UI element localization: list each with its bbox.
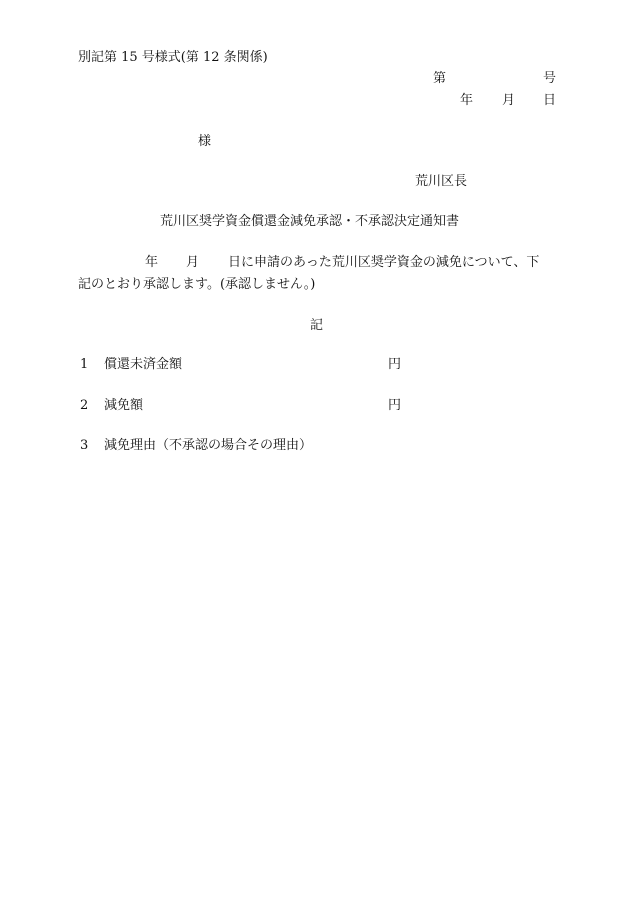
item-number: 2 [80, 398, 89, 413]
document-title: 荒川区奨学資金償還金減免承認・不承認決定通知書 [160, 214, 460, 229]
addressee-honorific: 様 [198, 134, 212, 149]
item-number: 1 [80, 357, 89, 372]
date-month-label: 月 [502, 93, 516, 108]
item-number: 3 [80, 438, 89, 453]
item-unit: 円 [388, 357, 402, 372]
date-day-label: 日 [543, 93, 557, 108]
item-label: 減免額 [104, 398, 144, 413]
date-year-label: 年 [460, 93, 474, 108]
document-number-suffix: 号 [543, 71, 557, 86]
item-unit: 円 [388, 398, 402, 413]
issuer-name: 荒川区長 [415, 174, 468, 189]
item-label: 償還未済金額 [104, 357, 183, 372]
document-number-prefix: 第 [433, 71, 447, 86]
form-number-label: 別記第 15 号様式(第 12 条関係) [78, 50, 268, 65]
body-year-label: 年 [145, 255, 159, 270]
item-label: 減免理由（不承認の場合その理由） [104, 438, 313, 453]
ki-heading: 記 [310, 318, 324, 333]
body-text-line2: 記のとおり承認します。(承認しません。) [78, 277, 316, 292]
body-text-line1: 日に申請のあった荒川区奨学資金の減免について、下 [228, 255, 540, 270]
body-month-label: 月 [186, 255, 200, 270]
